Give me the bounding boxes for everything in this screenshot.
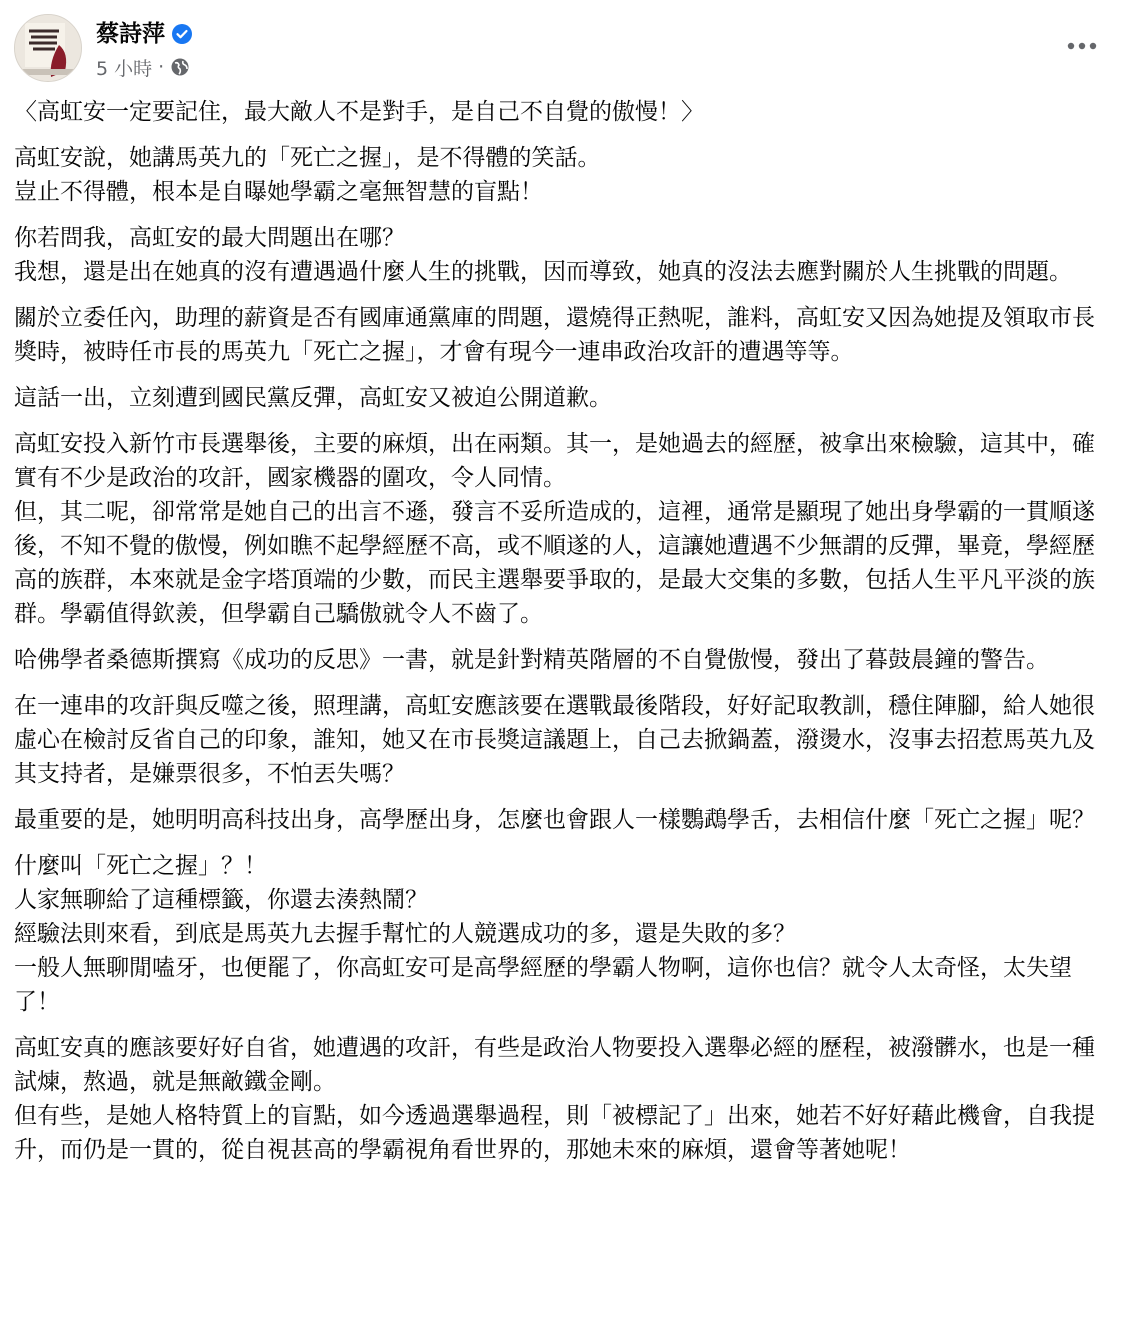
post-meta xyxy=(96,54,190,80)
more-options-button[interactable] xyxy=(1062,28,1102,60)
post-header xyxy=(14,14,1112,82)
post-paragraph: 哈佛學者桑德斯撰寫《成功的反思》一書，就是針對精英階層的不自覺傲慢，發出了暮鼓晨鐘的警告。 xyxy=(14,647,1049,673)
post-paragraph: 什麼叫「死亡之握」？！ 人家無聊給了這種標籤，你還去湊熱鬧？ 經驗法則來看，到底是馬英九去握手幫忙的人競選成功的多，還是失敗的多？ 一般人無聊閒嗑牙，也便罷了，你高虹安可是高學經歷的學霸人物啊，這你也信？就令人太奇怪，太失望了！ xyxy=(14,853,1072,1015)
author-avatar[interactable] xyxy=(14,14,82,82)
post-paragraph: 高虹安真的應該要好好自省，她遭遇的攻訐，有些是政治人物要投入選舉必經的歷程，被潑髒水，也是一種試煉，熬過，就是無敵鐵金剛。 但有些，是她人格特質上的盲點，如今透過選舉過程，則「被標記了」出來，她若不好好藉此機會，自我提升，而仍是一貫的，從自視甚高的學霸視角看世界的，那她未來的麻煩，還會等著她呢！ xyxy=(14,1035,1095,1163)
post-paragraph: 高虹安投入新竹市長選舉後，主要的麻煩，出在兩類。其一，是她過去的經歷，被拿出來檢驗，這其中，確實有不少是政治的攻訐，國家機器的圍攻，令人同情。 但，其二呢，卻常常是她自己的出言不遜，發言不妥所造成的，這裡，通常是顯現了她出身學霸的一貫順遂後，不知不覺的傲慢，例如瞧不起學經歷不高，或不順遂的人，這讓她遭遇不少無謂的反彈，畢竟，學經歷高的族群，本來就是金字塔頂端的少數，而民主選舉要爭取的，是最大交集的多數，包括人生平凡平淡的族群。學霸值得欽羨，但學霸自己驕傲就令人不齒了。 xyxy=(14,431,1095,627)
post-paragraph: 最重要的是，她明明高科技出身，高學歷出身，怎麼也會跟人一樣鸚鵡學舌，去相信什麼「死亡之握」呢？ xyxy=(14,807,1095,833)
post-paragraph: 關於立委任內，助理的薪資是否有國庫通黨庫的問題，還燒得正熱呢，誰料，高虹安又因為她提及領取市長獎時，被時任市長的馬英九「死亡之握」，才會有現今一連串政治攻訐的遭遇等等。 xyxy=(14,305,1095,365)
post-body xyxy=(14,95,1114,1179)
post-timestamp[interactable]: 5 小時 xyxy=(96,57,153,80)
post-paragraph: 這話一出，立刻遭到國民黨反彈，高虹安又被迫公開道歉。 xyxy=(14,385,612,411)
globe-icon[interactable] xyxy=(170,57,190,77)
post-paragraph: 在一連串的攻訐與反噬之後，照理講，高虹安應該要在選戰最後階段，好好記取教訓，穩住陣腳，給人她很虛心在檢討反省自己的印象，誰知，她又在市長獎這議題上，自己去掀鍋蓋，潑燙水，沒事去招惹馬英九及其支持者，是嫌票很多，不怕丟失嗎？ xyxy=(14,693,1095,787)
author-name[interactable]: 蔡詩萍 xyxy=(96,21,165,47)
meta-separator: · xyxy=(158,56,165,78)
more-options-icon xyxy=(1067,35,1097,54)
post-paragraph: 〈高虹安一定要記住，最大敵人不是對手，是自己不自覺的傲慢！〉 xyxy=(14,99,704,125)
post-paragraph: 你若問我，高虹安的最大問題出在哪？ 我想，還是出在她真的沒有遭遇過什麼人生的挑戰，因而導致，她真的沒法去應對關於人生挑戰的問題。 xyxy=(14,225,1072,285)
verified-badge-icon xyxy=(171,23,193,45)
post-paragraph: 高虹安說，她講馬英九的「死亡之握」，是不得體的笑話。 豈止不得體，根本是自曝她學霸之毫無智慧的盲點！ xyxy=(14,145,601,205)
author-line xyxy=(96,18,193,50)
